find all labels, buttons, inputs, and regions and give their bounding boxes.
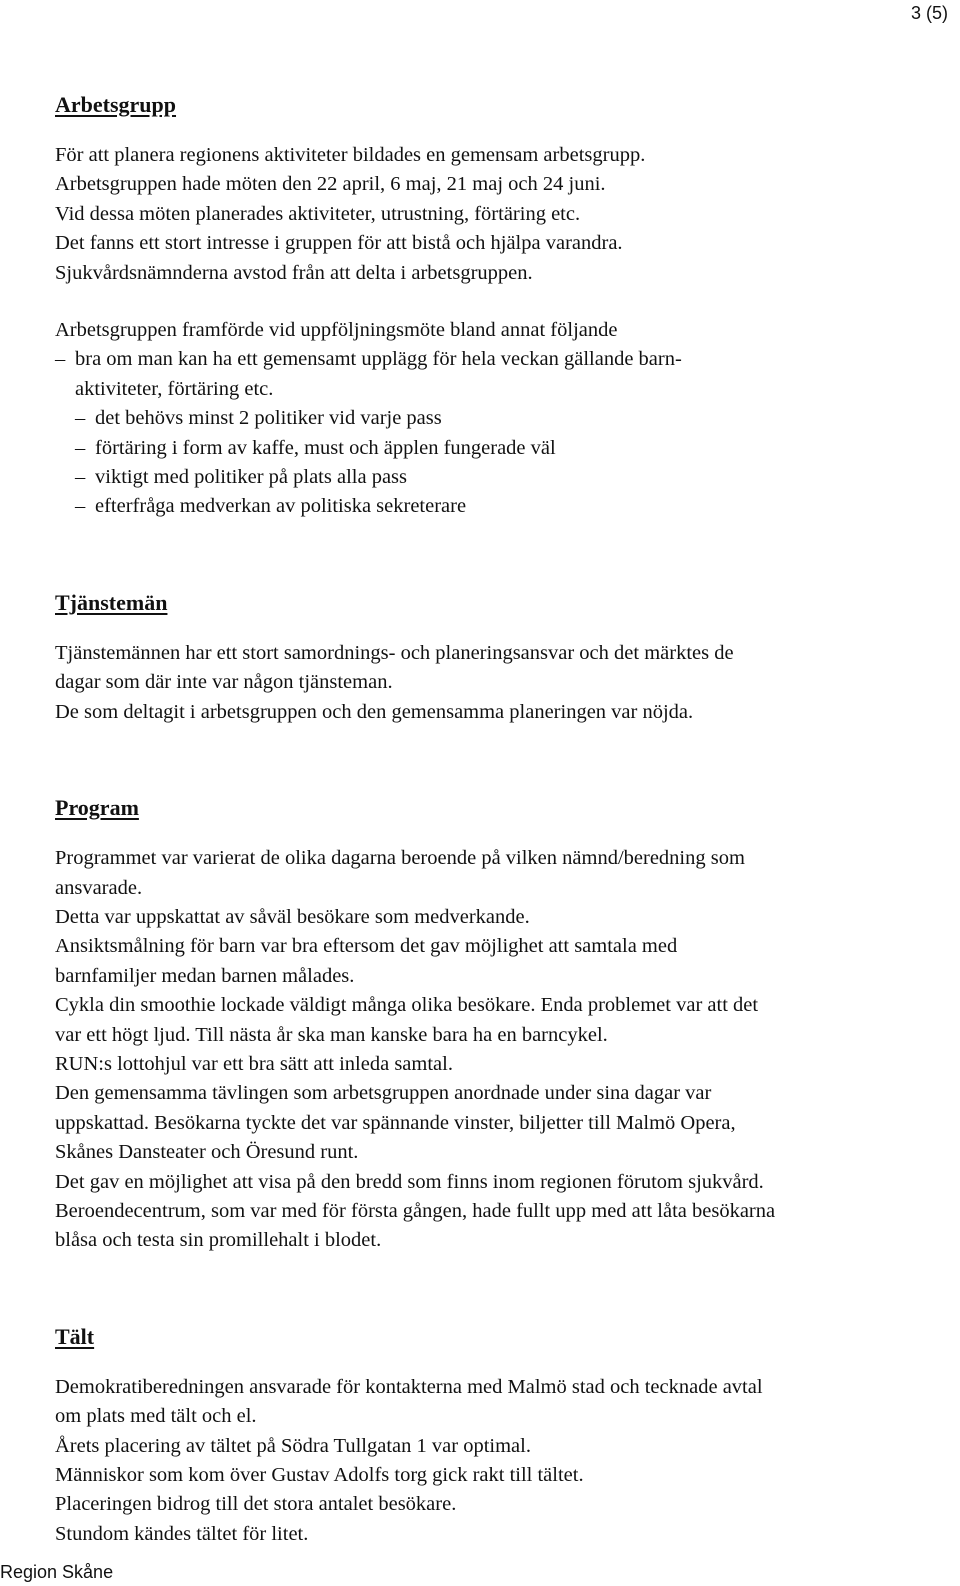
section-tjanstemän bbox=[55, 586, 955, 727]
talt-paragraph: Demokratiberedningen ansvarade för kontakterna med Malmö stad och tecknade avtal om plats med tält och el. Årets placering av tältet på Södra Tullgatan 1 var optimal. Människor som kom över Gustav Adolfs torg gick rakt till tältet. Placeringen bidrog till det stora antalet besökare. Stundom kändes tältet för litet. bbox=[55, 1375, 763, 1545]
section-talt bbox=[55, 1320, 955, 1549]
tjanstemän-paragraph: Tjänstemännen har ett stort samordnings- och planeringsansvar och det märktes de dagar som där inte var någon tjänsteman. De som deltagit i arbetsgruppen och den gemensamma planeringen var nöjda. bbox=[55, 641, 734, 723]
arbetsgrupp-intro: Arbetsgruppen framförde vid uppföljningsmöte bland annat följande bbox=[55, 319, 618, 342]
page-number: 3 (5) bbox=[910, 3, 948, 23]
section-arbetsgrupp bbox=[55, 88, 955, 522]
bullet-item: – viktigt med politiker på plats alla pass bbox=[55, 463, 955, 492]
bullet-item: – det behövs minst 2 politiker vid varje pass bbox=[55, 404, 955, 433]
footer-organization: Region Skåne bbox=[0, 1562, 114, 1582]
bullet-item: – bra om man kan ha ett gemensamt upplägg för hela veckan gällande barn- aktiviteter, förtäring etc. bbox=[55, 345, 955, 404]
section-heading-arbetsgrupp: Arbetsgrupp bbox=[55, 92, 177, 117]
document-body bbox=[55, 88, 955, 1549]
section-heading-tjanstemän: Tjänstemän bbox=[55, 589, 168, 615]
section-heading-program: Program bbox=[55, 795, 139, 821]
bullet-item: – förtäring i form av kaffe, must och äpplen fungerade väl bbox=[55, 434, 955, 463]
arbetsgrupp-bullet-list bbox=[55, 345, 955, 521]
section-program bbox=[55, 791, 955, 1256]
program-paragraph: Programmet var varierat de olika dagarna beroende på vilken nämnd/beredning som ansvarade. Detta var uppskattat av såväl besökare som medverkande. Ansiktsmålning för barn var bra eftersom det gav möjlighet att samtala med barnfamiljer medan barnen målades. Cykla din smoothie lockade väldigt många olika besökare. Enda problemet var att det var ett högt ljud. Till nästa år ska man kanske bara ha en barncykel. RUN:s lottohjul var ett bra sätt att inleda samtal. Den gemensamma tävlingen som arbetsgruppen anordnade under sina dagar var uppskattad. Besökarna tyckte det var spännande vinster, biljetter till Malmö Opera, Skånes Dansteater och Öresund runt. Det gav en möjlighet att visa på den bredd som finns inom regionen förutom sjukvård. Beroendecentrum, som var med för första gången, hade fullt upp med att låta besökarna blåsa och testa sin promillehalt i blodet. bbox=[55, 847, 776, 1252]
bullet-item: – efterfråga medverkan av politiska sekreterare bbox=[55, 492, 955, 521]
arbetsgrupp-paragraph: För att planera regionens aktiviteter bildades en gemensam arbetsgrupp. Arbetsgruppen hade möten den 22 april, 6 maj, 21 maj och 24 juni. Vid dessa möten planerades aktiviteter, utrustning, förtäring etc. Det fanns ett stort intresse i gruppen för att bistå och hjälpa varandra. Sjukvårdsnämnderna avstod från att delta i arbetsgruppen. bbox=[55, 144, 646, 284]
section-heading-talt: Tält bbox=[55, 1323, 95, 1349]
